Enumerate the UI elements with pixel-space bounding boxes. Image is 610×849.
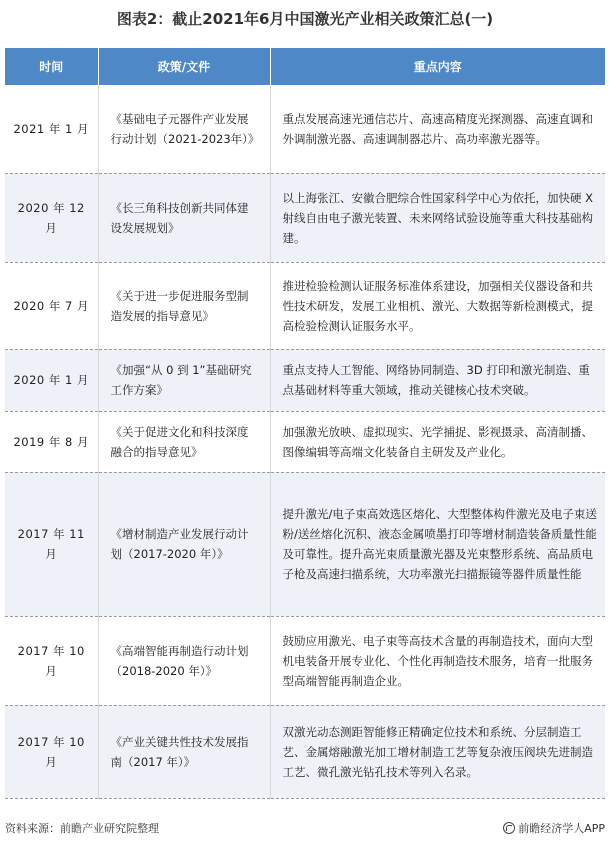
row-content: 双激光动态测距智能修正精确定位技术和系统、分层制造工艺、金属熔融激光加工增材制造工艺等复杂液压阀块先进制造工艺、微孔激光钻孔技术等列入名录。 <box>270 705 605 798</box>
header-content: 重点内容 <box>270 48 605 85</box>
table-row <box>5 173 605 262</box>
footer <box>5 820 605 838</box>
brand-label: 前瞻经济学人APP <box>518 822 605 835</box>
row-doc: 《产业关键共性技术发展指南（2017 年）》 <box>98 705 270 798</box>
header-row <box>5 48 605 85</box>
row-time: 2020 年 1 月 <box>5 349 98 411</box>
table-row <box>5 411 605 472</box>
table-row <box>5 616 605 705</box>
row-time: 2017 年 10 月 <box>5 705 98 798</box>
row-doc: 《增材制造产业发展行动计划（2017-2020 年）》 <box>98 472 270 616</box>
table-row <box>5 705 605 798</box>
table-body <box>5 85 605 798</box>
table-row <box>5 262 605 349</box>
source-note: 资料来源：前瞻产业研究院整理 <box>5 822 159 835</box>
row-doc: 《关于促进文化和科技深度融合的指导意见》 <box>98 411 270 472</box>
row-time: 2019 年 8 月 <box>5 411 98 472</box>
row-content: 重点发展高速光通信芯片、高速高精度光探测器、高速直调和外调制激光器、高速调制器芯片、高功率激光器等。 <box>270 85 605 173</box>
chart-title: 图表2：截止2021年6月中国激光产业相关政策汇总(一) <box>116 10 494 28</box>
policy-table <box>5 48 605 799</box>
row-content: 加强激光放映、虚拟现实、光学捕捉、影视摄录、高清制播、图像编辑等高端文化装备自主研发及产业化。 <box>270 411 605 472</box>
brand-logo-icon <box>503 822 515 834</box>
table-row <box>5 85 605 173</box>
row-content: 重点支持人工智能、网络协同制造、3D 打印和激光制造、重点基础材料等重大领域，推动关键核心技术突破。 <box>270 349 605 411</box>
brand-credit <box>503 820 605 836</box>
table-row <box>5 349 605 411</box>
row-doc: 《基础电子元器件产业发展行动计划（2021-2023年）》 <box>98 85 270 173</box>
row-content: 提升激光/电子束高效选区熔化、大型整体构件激光及电子束送粉/送丝熔化沉积、液态金属喷墨打印等增材制造装备质量性能及可靠性。提升高光束质量激光器及光束整形系统、高品质电子枪及高速扫描系统，大功率激光扫描振镜等器件质量性能 <box>270 472 605 616</box>
row-time: 2017 年 11 月 <box>5 472 98 616</box>
row-time: 2020 年 12 月 <box>5 173 98 262</box>
row-doc: 《关于进一步促进服务型制造发展的指导意见》 <box>98 262 270 349</box>
row-content: 鼓励应用激光、电子束等高技术含量的再制造技术，面向大型机电装备开展专业化、个性化再制造技术服务，培育一批服务型高端智能再制造企业。 <box>270 616 605 705</box>
header-time: 时间 <box>5 48 98 85</box>
header-doc: 政策/文件 <box>98 48 270 85</box>
row-time: 2020 年 7 月 <box>5 262 98 349</box>
row-time: 2021 年 1 月 <box>5 85 98 173</box>
table-row <box>5 472 605 616</box>
row-time: 2017 年 10 月 <box>5 616 98 705</box>
row-doc: 《加强“从 0 到 1”基础研究工作方案》 <box>98 349 270 411</box>
row-doc: 《高端智能再制造行动计划（2018-2020 年）》 <box>98 616 270 705</box>
row-content: 以上海张江、安徽合肥综合性国家科学中心为依托，加快硬 X 射线自由电子激光装置、未来网络试验设施等重大科技基础构建。 <box>270 173 605 262</box>
row-content: 推进检验检测认证服务标准体系建设，加强相关仪器设备和共性技术研发，发展工业相机、激光、大数据等新检测模式，提高检验检测认证服务水平。 <box>270 262 605 349</box>
row-doc: 《长三角科技创新共同体建设发展规划》 <box>98 173 270 262</box>
table-header <box>5 48 605 85</box>
